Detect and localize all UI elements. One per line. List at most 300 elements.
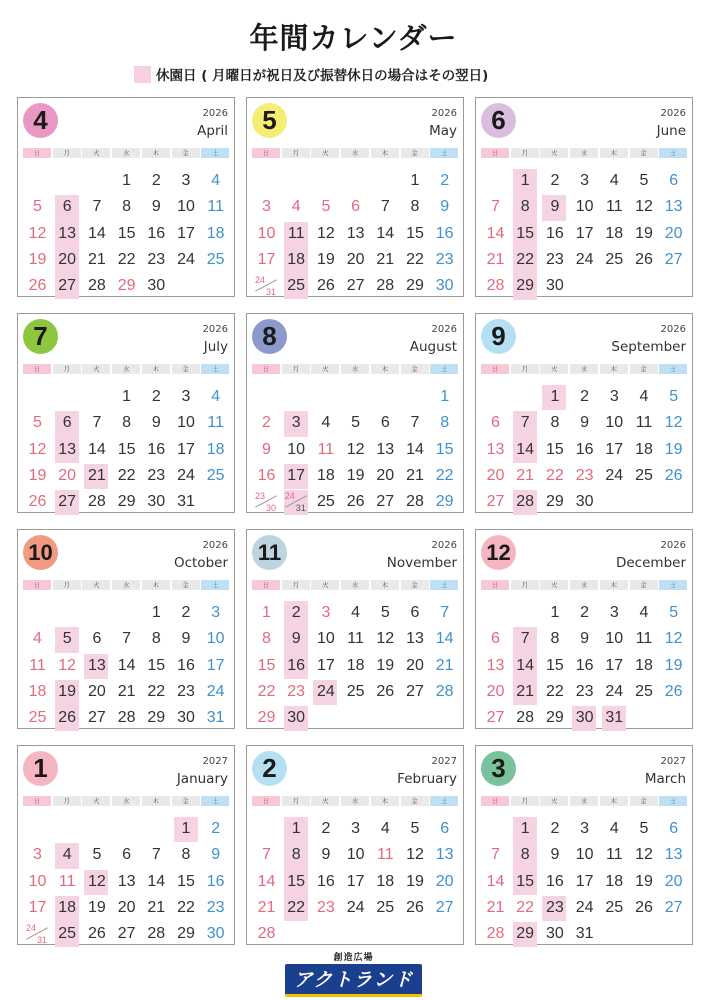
dual-date-cell [251, 489, 281, 515]
day-cell: 4 [211, 172, 221, 189]
weekday-label: 土 [201, 148, 229, 158]
day-cell: 14 [376, 224, 395, 242]
day-cell: 29 [545, 709, 564, 727]
day-cell: 2 [550, 172, 560, 189]
month-name: September [611, 339, 686, 355]
day-cell: 22 [435, 466, 454, 484]
weekday-label: 金 [630, 364, 658, 374]
day-cell: 11 [287, 224, 305, 242]
weekday-label: 土 [659, 148, 687, 158]
day-cell: 26 [316, 277, 335, 295]
day-cell: 27 [435, 898, 454, 916]
weekday-label: 月 [511, 148, 539, 158]
day-cell: 29 [177, 925, 195, 943]
day-cell: 20 [486, 682, 505, 700]
day-cell: 16 [545, 224, 564, 242]
weekday-label: 木 [371, 148, 399, 158]
date-second: 31 [37, 935, 48, 946]
day-cell: 7 [92, 198, 102, 216]
day-cell: 4 [639, 388, 649, 405]
weekday-label: 木 [371, 580, 399, 590]
month-number: 6 [481, 103, 516, 138]
day-cell: 8 [262, 630, 271, 648]
weekday-label: 日 [252, 580, 280, 590]
day-cell: 22 [287, 898, 306, 916]
day-cell: 17 [257, 250, 276, 268]
day-cell: 13 [346, 224, 365, 242]
weekday-label: 土 [430, 580, 458, 590]
weekday-label: 月 [53, 580, 81, 590]
day-cell: 20 [117, 898, 136, 916]
day-cell: 15 [117, 224, 136, 242]
day-cell: 28 [87, 277, 106, 295]
day-cell: 15 [147, 656, 166, 674]
logo-wordmark: アクトランド [285, 964, 422, 997]
month-panel [246, 97, 464, 297]
day-cell: 9 [440, 198, 450, 216]
day-cell: 11 [58, 872, 76, 890]
month-panel [475, 745, 693, 945]
weekday-label: 水 [570, 796, 598, 806]
day-cell: 30 [545, 925, 564, 943]
day-cell: 8 [151, 630, 161, 648]
day-cell: 14 [435, 630, 454, 648]
day-cell: 26 [87, 925, 106, 943]
day-cell: 28 [257, 925, 276, 943]
day-cell: 30 [575, 493, 594, 511]
day-cell: 14 [486, 872, 505, 890]
day-cell: 1 [151, 604, 161, 621]
month-panel [475, 97, 693, 297]
day-cell: 1 [122, 388, 132, 405]
day-cell: 8 [550, 630, 560, 648]
day-cell: 22 [516, 898, 535, 916]
weekday-label: 火 [540, 580, 568, 590]
day-cell: 16 [575, 656, 594, 674]
month-panel [246, 313, 464, 513]
day-cell: 25 [605, 250, 624, 268]
month-name: October [173, 555, 228, 571]
day-cell: 1 [291, 820, 301, 837]
day-cell: 26 [376, 682, 395, 700]
day-cell: 13 [87, 656, 106, 674]
day-cell: 8 [122, 414, 132, 432]
day-cell: 12 [58, 656, 77, 674]
day-cell: 21 [516, 466, 535, 484]
day-cell: 2 [262, 414, 271, 432]
month-name: December [615, 555, 686, 571]
day-cell: 22 [545, 466, 564, 484]
weekday-label: 水 [112, 148, 140, 158]
month-year: 2026 [660, 540, 686, 551]
day-cell: 2 [151, 172, 161, 189]
day-cell: 27 [664, 250, 683, 268]
day-cell: 12 [635, 198, 653, 216]
day-cell: 20 [406, 656, 424, 674]
day-cell: 6 [669, 820, 679, 837]
weekday-label: 火 [82, 364, 110, 374]
day-cell: 14 [257, 872, 276, 890]
day-cell: 20 [346, 250, 365, 268]
day-cell: 7 [151, 846, 161, 864]
weekday-header [480, 796, 688, 806]
weekday-label: 金 [172, 148, 200, 158]
month-year: 2026 [202, 540, 228, 551]
month-year: 2026 [660, 108, 686, 119]
day-cell: 10 [287, 440, 306, 458]
day-cell: 24 [575, 898, 594, 916]
day-cell: 18 [206, 440, 225, 458]
day-cell: 9 [580, 414, 590, 432]
day-cell: 11 [605, 846, 623, 864]
page-title: 年間カレンダー [249, 21, 458, 55]
day-cell: 18 [605, 872, 624, 890]
day-cell: 10 [28, 872, 47, 890]
day-cell: 17 [575, 872, 594, 890]
day-cell: 21 [117, 682, 136, 700]
weekday-label: 金 [401, 148, 429, 158]
weekday-label: 月 [511, 580, 539, 590]
day-cell: 12 [28, 440, 47, 458]
month-number: 10 [23, 535, 58, 570]
day-cell: 23 [575, 682, 594, 700]
day-cell: 3 [580, 820, 590, 837]
day-cell: 1 [122, 172, 132, 189]
day-cell: 23 [545, 898, 564, 916]
weekday-label: 月 [511, 796, 539, 806]
day-cell: 21 [486, 250, 505, 268]
month-number: 9 [481, 319, 516, 354]
day-cell: 28 [516, 493, 535, 511]
weekday-label: 日 [23, 580, 51, 590]
month-panel [17, 313, 235, 513]
day-cell: 25 [28, 709, 47, 727]
day-cell: 1 [550, 388, 560, 405]
day-cell: 24 [206, 682, 225, 700]
weekday-label: 土 [659, 364, 687, 374]
day-cell: 11 [317, 440, 335, 458]
logo [0, 950, 707, 997]
day-cell: 9 [211, 846, 221, 864]
day-cell: 11 [29, 656, 46, 674]
day-cell: 25 [635, 682, 653, 700]
day-cell: 19 [376, 656, 395, 674]
day-cell: 17 [316, 656, 335, 674]
day-cell: 29 [516, 277, 535, 295]
weekday-label: 木 [142, 364, 170, 374]
month-name: January [176, 771, 228, 787]
day-cell: 29 [117, 493, 136, 511]
month-number: 2 [252, 751, 287, 786]
day-cell: 27 [376, 493, 395, 511]
day-cell: 6 [62, 414, 72, 432]
day-cell: 28 [435, 682, 454, 700]
weekday-label: 水 [341, 148, 369, 158]
day-cell: 1 [262, 604, 271, 621]
day-cell: 16 [287, 656, 306, 674]
day-cell: 14 [87, 440, 106, 458]
day-cell: 20 [58, 250, 77, 268]
day-cell: 3 [181, 388, 191, 405]
day-cell: 19 [87, 898, 106, 916]
day-cell: 4 [609, 172, 619, 189]
day-cell: 2 [550, 820, 560, 837]
month-number: 7 [23, 319, 58, 354]
day-cell: 2 [580, 604, 590, 621]
day-cell: 11 [376, 846, 394, 864]
day-cell: 6 [491, 414, 500, 432]
date-second: 31 [295, 503, 306, 514]
day-cell: 9 [321, 846, 331, 864]
day-cell: 7 [520, 414, 530, 432]
day-cell: 15 [117, 440, 136, 458]
day-cell: 8 [520, 198, 530, 216]
day-cell: 3 [580, 172, 590, 189]
weekday-label: 木 [371, 796, 399, 806]
weekday-header [480, 148, 688, 158]
day-cell: 31 [605, 709, 624, 727]
day-cell: 19 [28, 250, 47, 268]
day-cell: 28 [486, 277, 505, 295]
day-cell: 4 [62, 846, 72, 864]
day-cell: 27 [58, 277, 77, 295]
day-cell: 6 [440, 820, 450, 837]
day-cell: 28 [516, 709, 535, 727]
day-cell: 6 [92, 630, 102, 648]
day-cell: 20 [58, 466, 77, 484]
day-cell: 7 [380, 198, 390, 216]
day-cell: 18 [206, 224, 225, 242]
day-cell: 19 [664, 656, 683, 674]
day-cell: 12 [376, 630, 395, 648]
day-cell: 1 [550, 604, 560, 621]
day-cell: 17 [575, 224, 594, 242]
day-cell: 18 [605, 224, 624, 242]
day-cell: 18 [346, 656, 365, 674]
day-cell: 10 [177, 414, 195, 432]
day-cell: 6 [62, 198, 72, 216]
day-cell: 3 [351, 820, 361, 837]
weekday-label: 水 [341, 364, 369, 374]
day-cell: 22 [117, 250, 136, 268]
day-cell: 19 [346, 466, 365, 484]
day-cell: 9 [181, 630, 191, 648]
weekday-label: 木 [371, 364, 399, 374]
day-cell: 9 [291, 630, 301, 648]
month-name: July [203, 339, 228, 355]
day-cell: 24 [575, 250, 594, 268]
day-cell: 5 [62, 630, 72, 648]
day-cell: 19 [635, 224, 653, 242]
month-year: 2026 [431, 540, 457, 551]
weekday-label: 水 [341, 580, 369, 590]
weekday-header [251, 796, 459, 806]
day-cell: 12 [28, 224, 47, 242]
day-cell: 10 [575, 198, 594, 216]
weekday-label: 日 [481, 148, 509, 158]
day-cell: 28 [376, 277, 395, 295]
day-cell: 26 [664, 466, 683, 484]
month-panel [246, 529, 464, 729]
day-cell: 4 [351, 604, 361, 621]
day-cell: 11 [635, 414, 653, 432]
day-cell: 5 [33, 198, 42, 216]
day-cell: 24 [346, 898, 365, 916]
day-cell: 17 [177, 224, 195, 242]
day-cell: 23 [545, 250, 564, 268]
weekday-label: 水 [570, 364, 598, 374]
weekday-header [22, 148, 230, 158]
day-cell: 4 [291, 198, 301, 216]
date-first: 24 [284, 491, 295, 502]
month-year: 2026 [202, 108, 228, 119]
day-cell: 25 [605, 898, 624, 916]
day-cell: 27 [117, 925, 136, 943]
day-cell: 21 [257, 898, 276, 916]
weekday-label: 土 [659, 580, 687, 590]
day-cell: 14 [406, 440, 424, 458]
weekday-label: 土 [430, 148, 458, 158]
day-cell: 12 [635, 846, 653, 864]
day-cell: 13 [486, 656, 505, 674]
month-number: 8 [252, 319, 287, 354]
day-cell: 25 [635, 466, 653, 484]
day-cell: 21 [376, 250, 395, 268]
day-cell: 13 [376, 440, 395, 458]
weekday-label: 金 [172, 796, 200, 806]
day-cell: 22 [516, 250, 535, 268]
day-cell: 26 [635, 898, 653, 916]
weekday-label: 金 [630, 796, 658, 806]
day-cell: 15 [516, 872, 535, 890]
day-cell: 22 [406, 250, 424, 268]
day-cell: 29 [545, 493, 564, 511]
day-cell: 9 [151, 198, 161, 216]
weekday-label: 火 [540, 148, 568, 158]
day-cell: 27 [486, 709, 505, 727]
month-name: May [429, 123, 457, 139]
month-name: February [397, 771, 457, 787]
day-cell: 3 [181, 172, 191, 189]
day-cell: 15 [406, 224, 424, 242]
month-year: 2026 [202, 324, 228, 335]
day-cell: 18 [376, 872, 395, 890]
weekday-label: 金 [172, 364, 200, 374]
day-cell: 16 [147, 224, 166, 242]
weekday-label: 土 [201, 364, 229, 374]
day-cell: 6 [491, 630, 500, 648]
day-cell: 14 [117, 656, 136, 674]
weekday-header [22, 364, 230, 374]
day-cell: 24 [177, 250, 195, 268]
month-number: 5 [252, 103, 287, 138]
day-cell: 17 [605, 656, 624, 674]
day-cell: 17 [605, 440, 624, 458]
weekday-label: 火 [311, 148, 339, 158]
weekday-label: 火 [540, 364, 568, 374]
weekday-label: 月 [282, 148, 310, 158]
weekday-label: 木 [600, 364, 628, 374]
month-year: 2026 [660, 324, 686, 335]
day-cell: 24 [177, 466, 195, 484]
day-cell: 1 [440, 388, 450, 405]
month-panel [246, 745, 464, 945]
weekday-label: 水 [112, 364, 140, 374]
day-cell: 12 [664, 630, 683, 648]
day-cell: 20 [376, 466, 395, 484]
weekday-label: 月 [53, 148, 81, 158]
day-cell: 12 [346, 440, 365, 458]
day-cell: 5 [639, 172, 649, 189]
day-cell: 16 [575, 440, 594, 458]
day-cell: 22 [117, 466, 136, 484]
day-cell: 5 [639, 820, 649, 837]
month-panel [17, 97, 235, 297]
day-cell: 16 [545, 872, 564, 890]
day-cell: 5 [380, 604, 390, 621]
weekday-label: 日 [481, 796, 509, 806]
day-cell: 28 [147, 925, 166, 943]
day-cell: 3 [321, 604, 331, 621]
day-cell: 1 [410, 172, 420, 189]
weekday-label: 水 [112, 580, 140, 590]
day-cell: 27 [664, 898, 683, 916]
weekday-label: 火 [311, 580, 339, 590]
day-cell: 19 [406, 872, 424, 890]
month-name: November [386, 555, 457, 571]
day-cell: 21 [87, 250, 106, 268]
day-cell: 18 [28, 682, 47, 700]
day-cell: 26 [58, 709, 77, 727]
weekday-label: 日 [252, 364, 280, 374]
month-year: 2026 [431, 324, 457, 335]
day-cell: 4 [609, 820, 619, 837]
day-cell: 18 [635, 440, 653, 458]
day-cell: 18 [316, 466, 335, 484]
day-cell: 10 [206, 630, 225, 648]
weekday-label: 木 [600, 148, 628, 158]
weekday-label: 月 [53, 364, 81, 374]
day-cell: 31 [206, 709, 225, 727]
day-cell: 9 [580, 630, 590, 648]
weekday-label: 水 [112, 796, 140, 806]
day-cell: 22 [257, 682, 276, 700]
day-cell: 3 [33, 846, 42, 864]
day-cell: 6 [351, 198, 361, 216]
day-cell: 14 [516, 440, 535, 458]
weekday-label: 日 [252, 796, 280, 806]
day-cell: 2 [291, 604, 301, 621]
day-cell: 27 [406, 682, 424, 700]
day-cell: 25 [376, 898, 395, 916]
day-cell: 9 [262, 440, 271, 458]
day-cell: 19 [28, 466, 47, 484]
weekday-label: 土 [659, 796, 687, 806]
day-cell: 26 [346, 493, 365, 511]
day-cell: 7 [410, 414, 420, 432]
day-cell: 20 [664, 224, 683, 242]
weekday-label: 水 [341, 796, 369, 806]
day-cell: 26 [664, 682, 683, 700]
day-cell: 6 [122, 846, 132, 864]
day-cell: 24 [605, 466, 624, 484]
date-first: 23 [255, 491, 266, 502]
day-cell: 9 [550, 198, 560, 216]
weekday-label: 火 [82, 796, 110, 806]
day-cell: 17 [177, 440, 195, 458]
weekday-label: 月 [511, 364, 539, 374]
day-cell: 4 [639, 604, 649, 621]
